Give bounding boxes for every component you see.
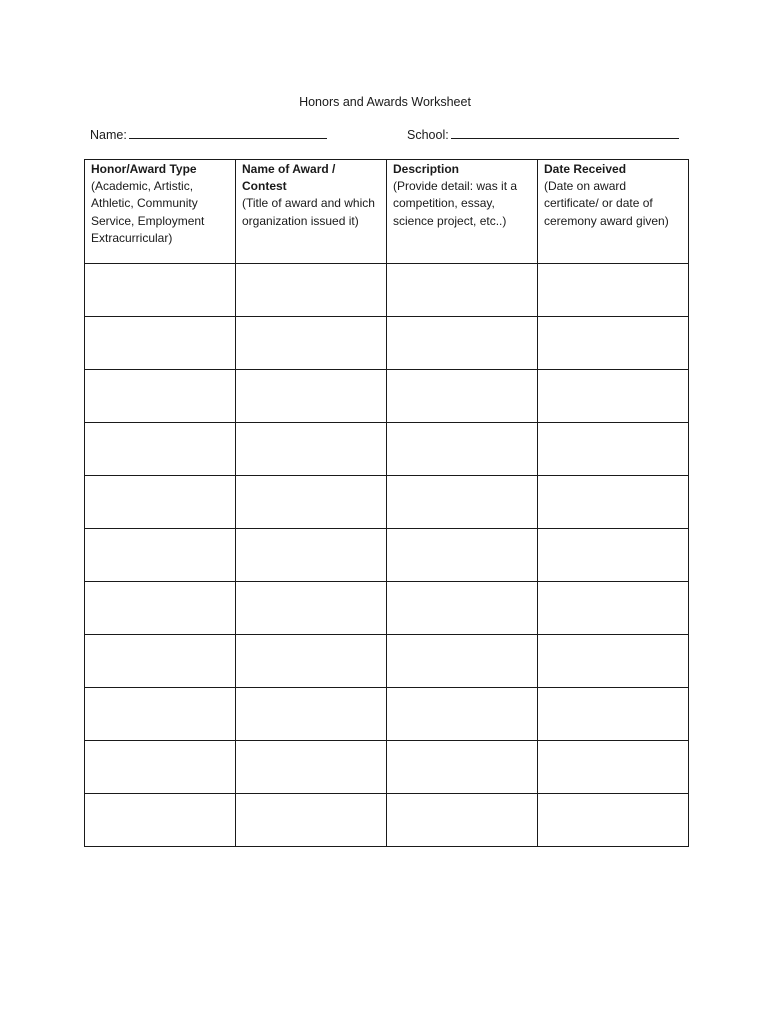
cell-date-received[interactable] [538, 317, 689, 370]
cell-description[interactable] [387, 635, 538, 688]
cell-award-type[interactable] [85, 264, 236, 317]
cell-description[interactable] [387, 582, 538, 635]
header-detail: (Date on award certificate/ or date of ceremony award given) [544, 179, 669, 228]
cell-award-name[interactable] [236, 476, 387, 529]
header-title: Description [393, 162, 460, 176]
cell-award-type[interactable] [85, 317, 236, 370]
cell-award-name[interactable] [236, 582, 387, 635]
cell-award-name[interactable] [236, 688, 387, 741]
cell-award-type[interactable] [85, 688, 236, 741]
table-row [85, 264, 689, 317]
cell-date-received[interactable] [538, 529, 689, 582]
cell-description[interactable] [387, 264, 538, 317]
table-row [85, 582, 689, 635]
cell-award-name[interactable] [236, 635, 387, 688]
table-row [85, 741, 689, 794]
school-label: School: [407, 128, 449, 142]
table-row [85, 370, 689, 423]
school-field[interactable] [407, 127, 679, 143]
cell-date-received[interactable] [538, 476, 689, 529]
cell-award-name[interactable] [236, 529, 387, 582]
name-blank-line[interactable] [129, 127, 327, 139]
header-cell-award-name [236, 160, 387, 264]
cell-award-name[interactable] [236, 423, 387, 476]
cell-award-name[interactable] [236, 794, 387, 847]
cell-description[interactable] [387, 794, 538, 847]
cell-award-name[interactable] [236, 317, 387, 370]
cell-award-type[interactable] [85, 635, 236, 688]
page-title: Honors and Awards Worksheet [299, 95, 471, 109]
cell-description[interactable] [387, 688, 538, 741]
cell-award-type[interactable] [85, 582, 236, 635]
table-row [85, 635, 689, 688]
cell-award-name[interactable] [236, 370, 387, 423]
table-row [85, 317, 689, 370]
cell-description[interactable] [387, 476, 538, 529]
cell-description[interactable] [387, 741, 538, 794]
cell-award-type[interactable] [85, 423, 236, 476]
cell-description[interactable] [387, 529, 538, 582]
cell-award-type[interactable] [85, 794, 236, 847]
header-row [85, 160, 689, 264]
header-detail: (Title of award and which organization issued it) [242, 196, 375, 228]
cell-date-received[interactable] [538, 370, 689, 423]
cell-award-name[interactable] [236, 741, 387, 794]
table-row [85, 423, 689, 476]
awards-table-header [85, 160, 689, 264]
header-detail: (Provide detail: was it a competition, essay, science project, etc..) [393, 179, 518, 228]
name-label: Name: [90, 128, 127, 142]
name-field[interactable] [90, 127, 327, 143]
table-row [85, 529, 689, 582]
table-row [85, 794, 689, 847]
cell-description[interactable] [387, 370, 538, 423]
header-title: Date Received [544, 162, 627, 176]
header-cell-date-received [538, 160, 689, 264]
table-row [85, 688, 689, 741]
cell-award-type[interactable] [85, 476, 236, 529]
cell-date-received[interactable] [538, 794, 689, 847]
cell-award-name[interactable] [236, 264, 387, 317]
cell-award-type[interactable] [85, 529, 236, 582]
header-detail: (Academic, Artistic, Athletic, Community Service, Employment Extracurricular) [91, 179, 205, 245]
cell-description[interactable] [387, 423, 538, 476]
awards-table-body [85, 264, 689, 847]
cell-award-type[interactable] [85, 741, 236, 794]
table-row [85, 476, 689, 529]
awards-table [84, 159, 689, 847]
cell-date-received[interactable] [538, 582, 689, 635]
cell-date-received[interactable] [538, 635, 689, 688]
header-cell-award-type [85, 160, 236, 264]
header-cell-description [387, 160, 538, 264]
cell-date-received[interactable] [538, 423, 689, 476]
school-blank-line[interactable] [451, 127, 679, 139]
cell-date-received[interactable] [538, 741, 689, 794]
cell-date-received[interactable] [538, 264, 689, 317]
cell-award-type[interactable] [85, 370, 236, 423]
cell-date-received[interactable] [538, 688, 689, 741]
header-title: Name of Award / Contest [242, 162, 336, 194]
header-title: Honor/Award Type [91, 162, 197, 176]
cell-description[interactable] [387, 317, 538, 370]
